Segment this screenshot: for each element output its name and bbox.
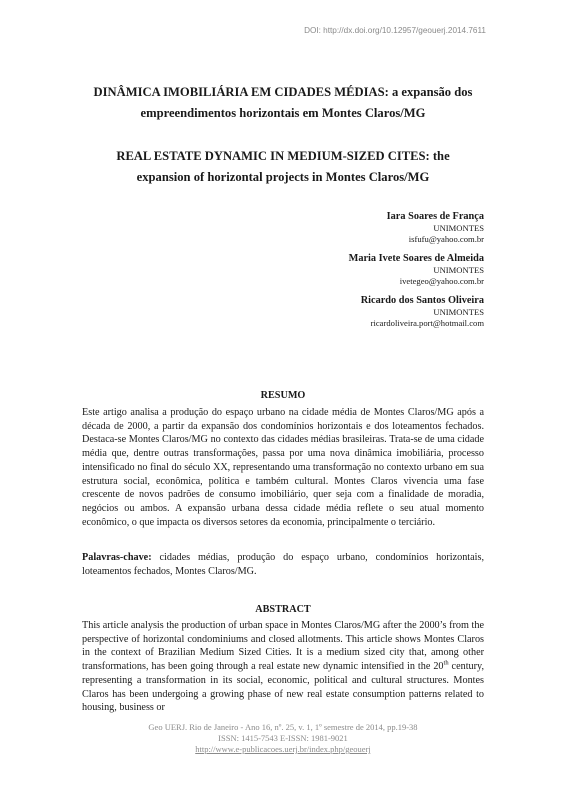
author-block (349, 252, 484, 287)
author-email: isfufu@yahoo.com.br (408, 234, 484, 244)
abstract-text-part1: This article analysis the production of urban space in Montes Claros/MG after the 2000’s from the perspective of horizontal condominiums and closed allotments. This article shows Montes Claros in the context of Brazilian Medium Sized Cities. It is a medium sized city that, among other transformations, has been going through a real estate new dynamic intensified in the 20 (82, 620, 484, 673)
footer-issn: ISSN: 1415-7543 E-ISSN: 1981-9021 (218, 733, 348, 743)
keywords-text: cidades médias, produção do espaço urbano, condomínios horizontais, loteamentos fechados, Montes Claros/MG. (82, 552, 484, 577)
author-affiliation: UNIMONTES (433, 223, 484, 233)
title-pt-line2: empreendimentos horizontais em Montes Claros/MG (140, 106, 426, 120)
abstract-text-part2: century, representing a transformation in its social, economic, political and cultural structures. Montes Claros has been undergoing a growing phase of new real estate consumption patterns related to housing, business or (82, 661, 484, 714)
author-name: Iara Soares de França (386, 211, 484, 222)
author-name: Ricardo dos Santos Oliveira (360, 295, 484, 306)
title-en-line1: REAL ESTATE DYNAMIC IN MEDIUM-SIZED CITES: the (116, 149, 450, 163)
footer-journal-link[interactable]: http://www.e-publicacoes.uerj.br/index.php/geouerj (195, 744, 371, 754)
abstract-heading: ABSTRACT (255, 604, 311, 615)
title-english (70, 146, 496, 188)
title-pt-line1: DINÂMICA IMOBILIÁRIA EM CIDADES MÉDIAS: a expansão dos (93, 85, 473, 99)
author-affiliation: UNIMONTES (433, 265, 484, 275)
keywords-label: Palavras-chave: (82, 552, 152, 563)
page-footer (82, 722, 484, 755)
title-portuguese (70, 82, 496, 124)
author-list (349, 210, 484, 336)
resumo-heading: RESUMO (260, 390, 306, 401)
abstract-body (82, 619, 484, 715)
author-block (349, 210, 484, 245)
author-name: Maria Ivete Soares de Almeida (348, 253, 484, 264)
abstract-superscript: th (443, 659, 449, 667)
author-block (349, 294, 484, 329)
keywords-paragraph (82, 551, 484, 578)
resumo-body: Este artigo analisa a produção do espaço urbano na cidade média de Montes Claros/MG após a década de 2000, a partir da expansão dos condomínios horizontais e dos loteamentos fechados. Destaca-se Montes Claros/MG no contexto das cidades médias brasileiras. Trata-se de uma cidade média que, dentre outras transformações, passa por uma nova dinâmica imobiliária, processo intensificado no final do século XX, representando uma transformação no contexto urbano em sua estrutura social, econômica, política e também cultural. Montes Claros vivencia uma fase crescente de novos padrões de consumo imobiliário, quer seja com a finalidade de moradia, negócios ou ambos. A expansão urbana dessa cidade média reflete o seu atual momento econômico, o que impacta os diversos setores da economia, principalmente o terciário. (82, 407, 484, 528)
author-email: ricardoliveira.port@hotmail.com (370, 318, 484, 328)
author-email: ivetegeo@yahoo.com.br (399, 276, 484, 286)
doi-header: DOI: http://dx.doi.org/10.12957/geouerj.2014.7611 (304, 26, 486, 35)
author-affiliation: UNIMONTES (433, 307, 484, 317)
footer-journal-info: Geo UERJ. Rio de Janeiro - Ano 16, nº. 25, v. 1, 1º semestre de 2014, pp.19-38 (148, 722, 418, 732)
title-en-line2: expansion of horizontal projects in Montes Claros/MG (136, 170, 430, 184)
